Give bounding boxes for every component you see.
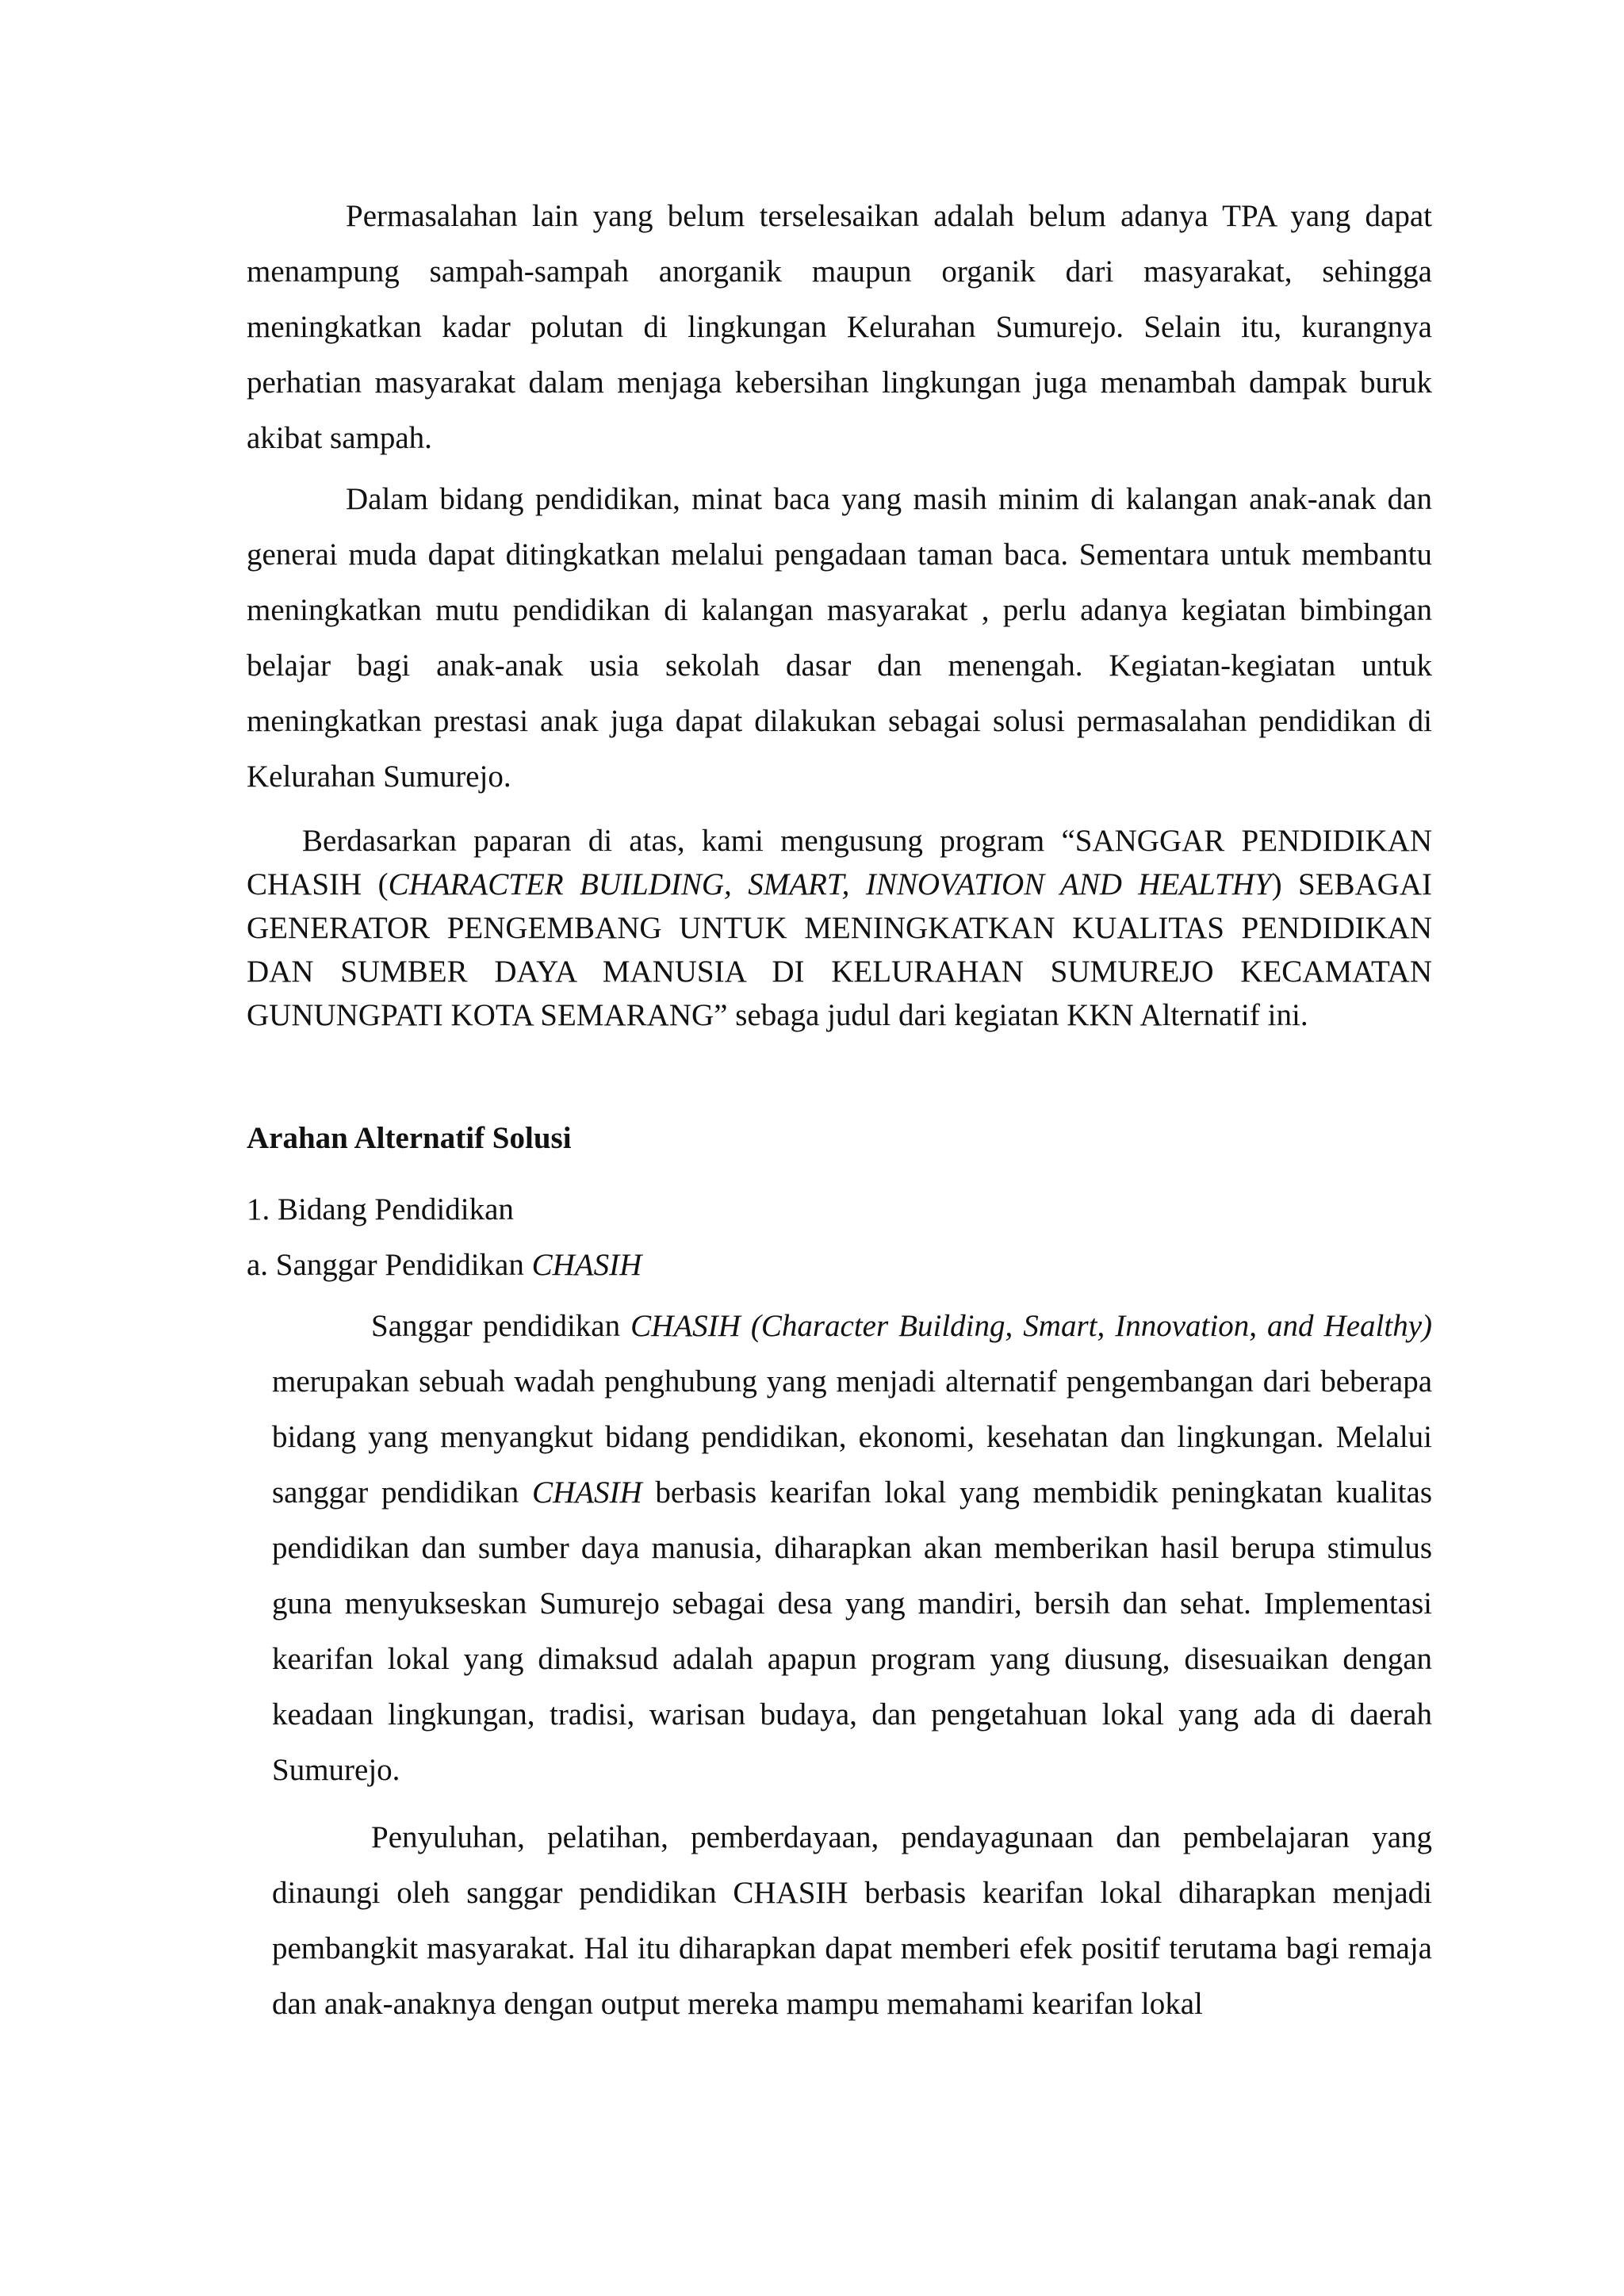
sanggar-desc-text-1: Sanggar pendidikan <box>371 1309 631 1343</box>
sanggar-desc-italic-2: CHASIH <box>532 1475 642 1510</box>
paragraph-waste-problem: Permasalahan lain yang belum terselesaikan adalah belum adanya TPA yang dapat menampung sampah-sampah anorganik maupun organik dari masyarakat, sehingga meningkatkan kadar polutan di lingkungan Kelurahan Sumurejo. Selain itu, kurangnya perhatian masyarakat dalam menjaga kebersihan lingkungan juga menambah dampak buruk akibat sampah. <box>247 199 1432 455</box>
list-item-bidang-pendidikan: 1. Bidang Pendidikan <box>247 1192 514 1226</box>
paragraph-sanggar-description <box>272 1299 1432 1798</box>
sanggar-desc-text-2: merupakan sebuah wadah penghubung yang menjadi alternatif pengembangan dari beberapa bidang yang menyangkut bidang pendidikan, ekonomi, kesehatan dan lingkungan. Melalui sanggar pendidikan <box>272 1364 1432 1510</box>
program-title-italic: CHARACTER BUILDING, SMART, INNOVATION AND HEALTHY <box>388 867 1272 901</box>
paragraph-program-title <box>247 819 1432 1037</box>
list-item-sanggar-pendidikan <box>247 1243 1432 1287</box>
paragraph-education-problem: Dalam bidang pendidikan, minat baca yang masih minim di kalangan anak-anak dan generai muda dapat ditingkatkan melalui pengadaan taman baca. Sementara untuk membantu meningkatkan mutu pendidikan di kalangan masyarakat , perlu adanya kegiatan bimbingan belajar bagi anak-anak usia sekolah dasar dan menengah. Kegiatan-kegiatan untuk meningkatkan prestasi anak juga dapat dilakukan sebagai solusi permasalahan pendidikan di Kelurahan Sumurejo. <box>247 482 1432 794</box>
list-item-sanggar-prefix: a. Sanggar Pendidikan <box>247 1248 532 1282</box>
paragraph-sanggar-activities: Penyuluhan, pelatihan, pemberdayaan, pendayagunaan dan pembelajaran yang dinaungi oleh sanggar pendidikan CHASIH berbasis kearifan lokal diharapkan menjadi pembangkit masyarakat. Hal itu diharapkan dapat memberi efek positif terutama bagi remaja dan anak-anaknya dengan output mereka mampu memahami kearifan lokal <box>272 1820 1432 2021</box>
sanggar-desc-text-3: berbasis kearifan lokal yang membidik peningkatan kualitas pendidikan dan sumber daya manusia, diharapkan akan memberikan hasil berupa stimulus guna menyukseskan Sumurejo sebagai desa yang mandiri, bersih dan sehat. Implementasi kearifan lokal yang dimaksud adalah apapun program yang diusung, disesuaikan dengan keadaan lingkungan, tradisi, warisan budaya, dan pengetahuan lokal yang ada di daerah Sumurejo. <box>272 1475 1432 1787</box>
list-item-sanggar-italic: CHASIH <box>531 1248 642 1282</box>
sanggar-desc-italic-1: CHASIH (Character Building, Smart, Innovation, and Healthy) <box>630 1309 1432 1343</box>
program-title-text-end: ) SEBAGAI GENERATOR PENGEMBANG UNTUK MENINGKATKAN KUALITAS PENDIDIKAN DAN SUMBER DAYA MANUSIA DI KELURAHAN SUMUREJO KECAMATAN GUNUNGPATI KOTA SEMARANG” sebaga judul dari kegiatan KKN Alternatif ini. <box>247 867 1433 1032</box>
section-heading: Arahan Alternatif Solusi <box>247 1121 572 1155</box>
program-title-text-start: Berdasarkan paparan di atas, kami mengusung program “SANGGAR PENDIDIKAN CHASIH ( <box>247 824 1432 901</box>
